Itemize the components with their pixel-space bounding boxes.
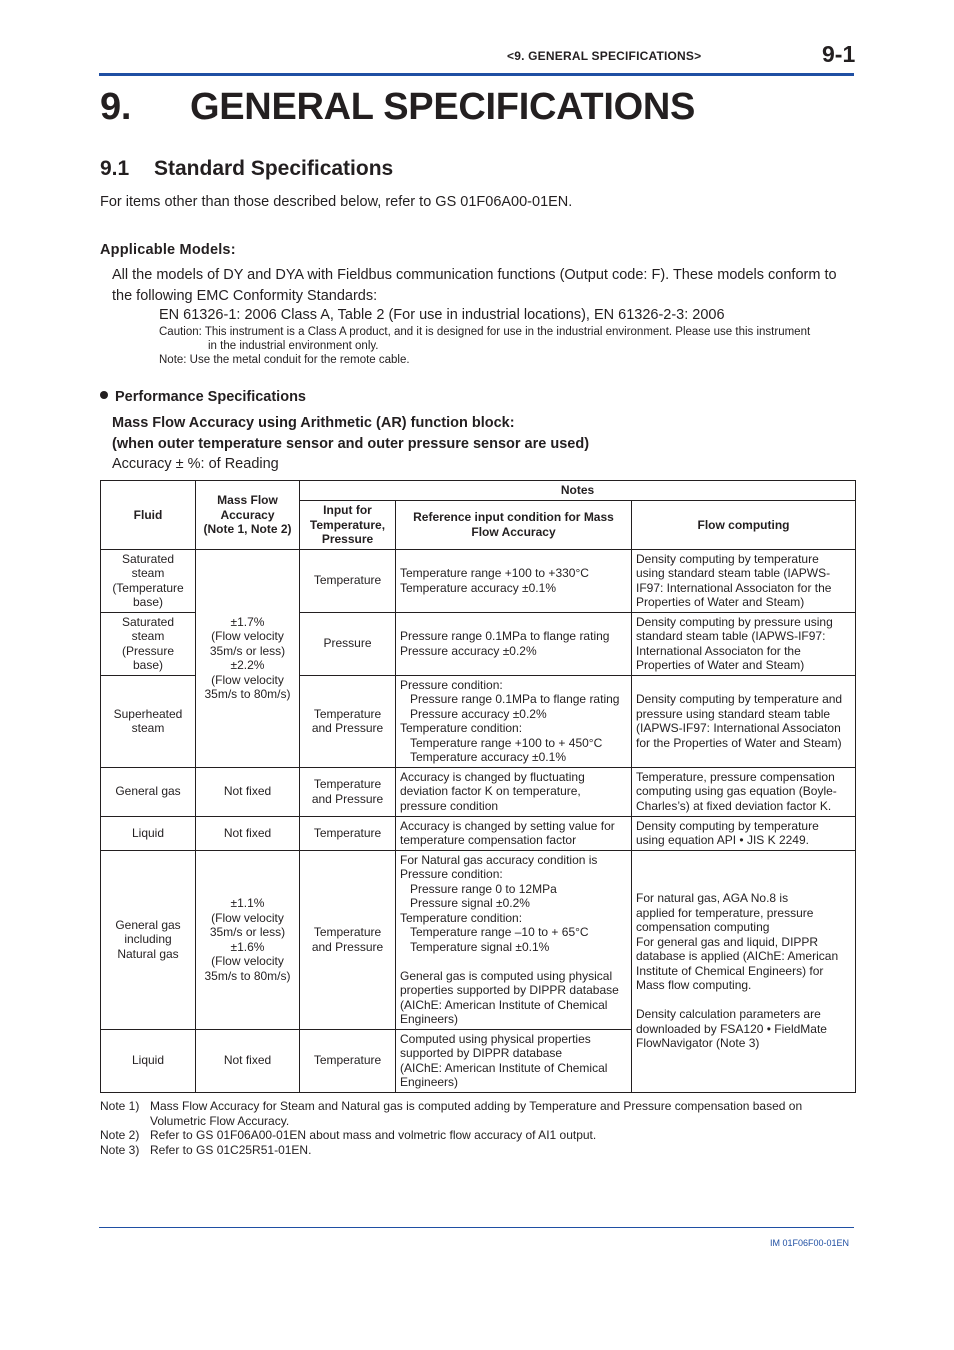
input-cell: Temperature: [300, 1029, 396, 1092]
reference-cell: Accuracy is changed by setting value for temperature compensation factor: [396, 816, 632, 850]
caution-note: [159, 325, 859, 353]
table-row: [101, 850, 856, 1029]
chapter-title-text: GENERAL SPECIFICATIONS: [190, 86, 696, 128]
reference-cell: Pressure condition: Pressure range 0.1MPa to flange rating Pressure accuracy ±0.2% Temperature condition: Temperature range +100 to + 450°C Temperature accuracy ±0.1%: [396, 675, 632, 767]
input-cell: Temperature and Pressure: [300, 850, 396, 1029]
mass-flow-subheading-condition: (when outer temperature sensor and outer pressure sensor are used): [112, 436, 590, 452]
fluid-cell: Saturated steam (Pressure base): [101, 612, 196, 675]
page-number: 9-1: [822, 41, 856, 67]
header-flow-computing: Flow computing: [632, 501, 856, 550]
computing-cell: Density computing by temperature and pressure using standard steam table (IAPWS-IF97: International Associaton for the Properties of Water and Steam): [632, 675, 856, 767]
steam-accuracy-cell: ±1.7% (Flow velocity 35m/s or less) ±2.2% (Flow velocity 35m/s to 80m/s): [196, 549, 300, 767]
reference-cell: Computed using physical properties supported by DIPPR database (AIChE: American Institute of Chemical Engineers): [396, 1029, 632, 1092]
header-input: Input for Temperature, Pressure: [300, 501, 396, 550]
bullet-icon: [100, 391, 108, 399]
note-item: [100, 1143, 860, 1158]
note-text: Mass Flow Accuracy for Steam and Natural gas is computed adding by Temperature and Pressure compensation based on Volumetric Flow Accuracy.: [150, 1099, 803, 1128]
table-row: [101, 816, 856, 850]
table-row: [101, 549, 856, 612]
accuracy-cell: Not fixed: [196, 767, 300, 816]
caution-line: in the industrial environment only.: [208, 340, 379, 352]
mass-flow-subheading: Mass Flow Accuracy using Arithmetic (AR) function block:: [112, 415, 515, 431]
fluid-cell: Superheated steam: [101, 675, 196, 767]
note-text: Refer to GS 01C25R51-01EN.: [150, 1142, 312, 1157]
running-header-section: <9. GENERAL SPECIFICATIONS>: [507, 49, 702, 63]
computing-cell: Density computing by temperature using standard steam table (IAPWS- IF97: International Associaton for the Properties of Water and Steam): [632, 549, 856, 612]
input-cell: Pressure: [300, 612, 396, 675]
input-cell: Temperature and Pressure: [300, 767, 396, 816]
header-reference-condition: Reference input condition for Mass Flow Accuracy: [396, 501, 632, 550]
table-row: [101, 767, 856, 816]
note-label: Note 3): [100, 1142, 140, 1157]
accuracy-cell: ±1.1% (Flow velocity 35m/s or less) ±1.6% (Flow velocity 35m/s to 80m/s): [196, 850, 300, 1029]
header-mass-flow-accuracy: Mass Flow Accuracy (Note 1, Note 2): [196, 481, 300, 550]
chapter-number: 9.: [100, 86, 132, 128]
performance-heading-text: Performance Specifications: [115, 389, 306, 405]
accuracy-unit: Accuracy ± %: of Reading: [112, 456, 279, 472]
caution-line: Caution: This instrument is a Class A product, and it is designed for use in the industrial environment. Please use this instrument: [159, 326, 811, 338]
note-item: [100, 1128, 860, 1143]
computing-cell: Density computing by temperature using equation API • JIS K 2249.: [632, 816, 856, 850]
applicable-models-text: All the models of DY and DYA with Fieldbus communication functions (Output code: F). These models conform to the following EMC Conformity Standards:: [112, 267, 837, 304]
input-cell: Temperature: [300, 549, 396, 612]
applicable-models-heading: Applicable Models:: [100, 242, 236, 258]
metal-conduit-note: Note: Use the metal conduit for the remote cable.: [159, 354, 410, 366]
accuracy-cell: Not fixed: [196, 816, 300, 850]
note-item: [100, 1099, 860, 1128]
header-rule: [99, 73, 854, 76]
section-title-text: Standard Specifications: [154, 157, 394, 180]
input-cell: Temperature: [300, 816, 396, 850]
emc-standards: EN 61326-1: 2006 Class A, Table 2 (For use in industrial locations), EN 61326-2-3: 2006: [159, 307, 725, 323]
header-fluid: Fluid: [101, 481, 196, 550]
footer-rule: [99, 1227, 854, 1228]
fluid-cell: General gas including Natural gas: [101, 850, 196, 1029]
document-code: IM 01F06F00-01EN: [770, 1238, 850, 1248]
input-cell: Temperature and Pressure: [300, 675, 396, 767]
note-label: Note 2): [100, 1128, 140, 1142]
fluid-cell: Liquid: [101, 816, 196, 850]
accuracy-cell: Not fixed: [196, 1029, 300, 1092]
fluid-cell: General gas: [101, 767, 196, 816]
reference-cell: Pressure range 0.1MPa to flange rating Pressure accuracy ±0.2%: [396, 612, 632, 675]
fluid-cell: Liquid: [101, 1029, 196, 1092]
gas-computing-cell: For natural gas, AGA No.8 is applied for temperature, pressure compensation computing For general gas and liquid, DIPPR database is applied (AIChE: American Institute of Chemical Engineers) for Mass flow computing. Density calculation parameters are downloaded by FSA120 • FieldMate FlowNavigator (Note 3): [632, 850, 856, 1092]
header-notes: Notes: [300, 481, 856, 501]
reference-cell: Accuracy is changed by fluctuating deviation factor K on temperature, pressure condition: [396, 767, 632, 816]
note-label: Note 1): [100, 1099, 140, 1113]
computing-cell: Temperature, pressure compensation computing using gas equation (Boyle- Charles’s) at fixed deviation factor K.: [632, 767, 856, 816]
note-text: Refer to GS 01F06A00-01EN about mass and volmetric flow accuracy of AI1 output.: [150, 1128, 597, 1142]
reference-cell: Temperature range +100 to +330°C Temperature accuracy ±0.1%: [396, 549, 632, 612]
reference-cell: For Natural gas accuracy condition is Pressure condition: Pressure range 0 to 12MPa Pressure signal ±0.2% Temperature condition: Temperature range –10 to + 65°C Temperature signal ±0.1% General gas is computed using physical properties supported by DIPPR database (AIChE: American Institute of Chemical Engineers): [396, 850, 632, 1029]
mass-flow-accuracy-table: [100, 480, 856, 1093]
performance-heading: [100, 389, 306, 405]
section-number: 9.1: [100, 157, 130, 180]
table-notes: [100, 1099, 860, 1157]
intro-text: For items other than those described below, refer to GS 01F06A00-01EN.: [100, 194, 573, 210]
fluid-cell: Saturated steam (Temperature base): [101, 549, 196, 612]
computing-cell: Density computing by pressure using standard steam table (IAPWS-IF97: International Associaton for the Properties of Water and Steam): [632, 612, 856, 675]
chapter-title: [100, 86, 695, 129]
section-title: [100, 157, 393, 181]
